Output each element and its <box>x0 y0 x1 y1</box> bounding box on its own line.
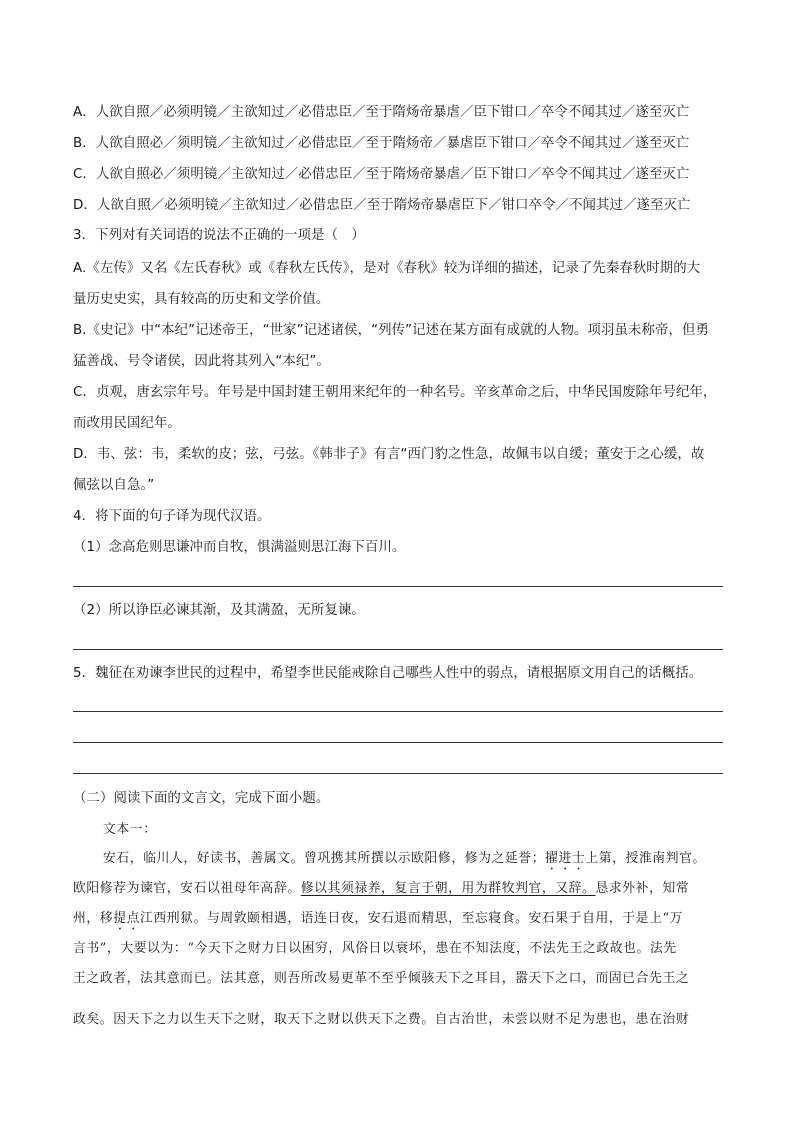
option-c: C．人欲自照必／须明镜／主欲知过／必借忠臣／至于隋炀帝暴虐／臣下钳口／卒令不闻其过／遂至灭亡 <box>73 167 690 182</box>
passage-line-3-part-c: 江西刑狱。与周敦颐相遇，语连日夜，安石退而精思，至忘寝食。安石果于自用，于是上“万 <box>140 911 684 926</box>
passage-line-5: 王之政者，法其意而已。法其意，则吾所改易更革不至乎倾骇天下之耳目，嚣天下之口，而固已合先王之 <box>73 971 690 986</box>
q3-option-a-line2: 量历史史实，具有较高的历史和文学价值。 <box>73 292 330 307</box>
passage-line-4: 言书”，大要以为：“今天下之财力日以困穷，风俗日以衰坏，患在不知法度，不法先王之政故也。法先 <box>73 941 677 956</box>
passage-line-3-part-a: 州，移 <box>73 911 114 926</box>
passage-dotted-tidian: 提点 <box>113 911 140 926</box>
answer-line-5 <box>73 773 723 774</box>
passage-line-2 <box>73 879 723 899</box>
option-b: B．人欲自照必／须明镜／主欲知过／必借忠臣／至于隋炀帝／暴虐臣下钳口／卒令不闻其过／遂至灭亡 <box>73 136 690 151</box>
passage-line-2-part-c: 恳求外补，知常 <box>595 881 690 896</box>
text-one-label: 文本一： <box>103 822 157 837</box>
passage-dotted-jinshi: 擢进士 <box>545 851 586 866</box>
question-5-stem: 5．魏征在劝谏李世民的过程中，希望李世民能戒除自己哪些人性中的弱点，请根据原文用自己的话概括。 <box>73 666 703 681</box>
answer-line-2 <box>73 649 723 650</box>
answer-line-1 <box>73 586 723 587</box>
question-4-stem: 4．将下面的句子译为现代汉语。 <box>73 509 271 524</box>
q3-option-b-line1: B.《史记》中“本纪”记述帝王，“世家”记述诸侯，“列传”记述在某方面有成就的人物。项羽虽未称帝，但勇 <box>73 323 709 338</box>
q4-sentence-2: （2）所以诤臣必谏其渐，及其满盈，无所复谏。 <box>73 603 365 618</box>
passage-line-6: 政矣。因天下之力以生天下之财，取天下之财以供天下之费。自古治世，未尝以财不足为患也，患在治财 <box>73 1012 690 1027</box>
passage-underlined-sentence: 修以其须禄养，复言于朝，用为群牧判官，又辞。 <box>300 881 596 896</box>
q3-option-b-line2: 猛善战、号令诸侯，因此将其列入“本纪”。 <box>73 354 330 369</box>
answer-line-3 <box>73 711 723 712</box>
section-2-heading: （二）阅读下面的文言文，完成下面小题。 <box>73 791 330 806</box>
q3-option-a-line1: A.《左传》又名《左氏春秋》或《春秋左氏传》，是对《春秋》较为详细的描述，记录了先秦春秋时期的大 <box>73 261 701 276</box>
q3-option-c-line1: C．贞观，唐玄宗年号。年号是中国封建王朝用来纪年的一种名号。辛亥革命之后，中华民国废除年号纪年， <box>73 385 717 400</box>
q3-option-d-line1: D．韦、弦：韦，柔软的皮；弦，弓弦。《韩非子》有言“西门豹之性急，故佩韦以自缓；董安于之心缓，故 <box>73 447 705 462</box>
passage-line-1 <box>103 849 723 873</box>
passage-line-2-part-a: 欧阳修荐为谏官，安石以祖母年高辞。 <box>73 881 301 896</box>
option-a: A．人欲自照／必须明镜／主欲知过／必借忠臣／至于隋炀帝暴虐／臣下钳口／卒令不闻其过／遂至灭亡 <box>73 105 690 120</box>
passage-line-3 <box>73 909 723 933</box>
passage-line-1-part-c: 上第，授淮南判官。 <box>585 851 706 866</box>
q4-sentence-1: （1）念高危则思谦冲而自牧，惧满溢则思江海下百川。 <box>73 540 406 555</box>
q3-option-c-line2: 而改用民国纪年。 <box>73 416 181 431</box>
question-3-stem: 3．下列对有关词语的说法不正确的一项是（ ） <box>73 228 365 243</box>
q3-option-d-line2: 佩弦以自急。” <box>73 478 155 493</box>
option-d: D．人欲自照／必须明镜／主欲知过／必借忠臣／至于隋炀帝暴虐臣下／钳口卒令／不闻其过／遂至灭亡 <box>73 198 691 213</box>
answer-line-4 <box>73 742 723 743</box>
passage-line-1-part-a: 安石，临川人，好读书，善属文。曾巩携其所撰以示欧阳修，修为之延誉； <box>103 851 546 866</box>
